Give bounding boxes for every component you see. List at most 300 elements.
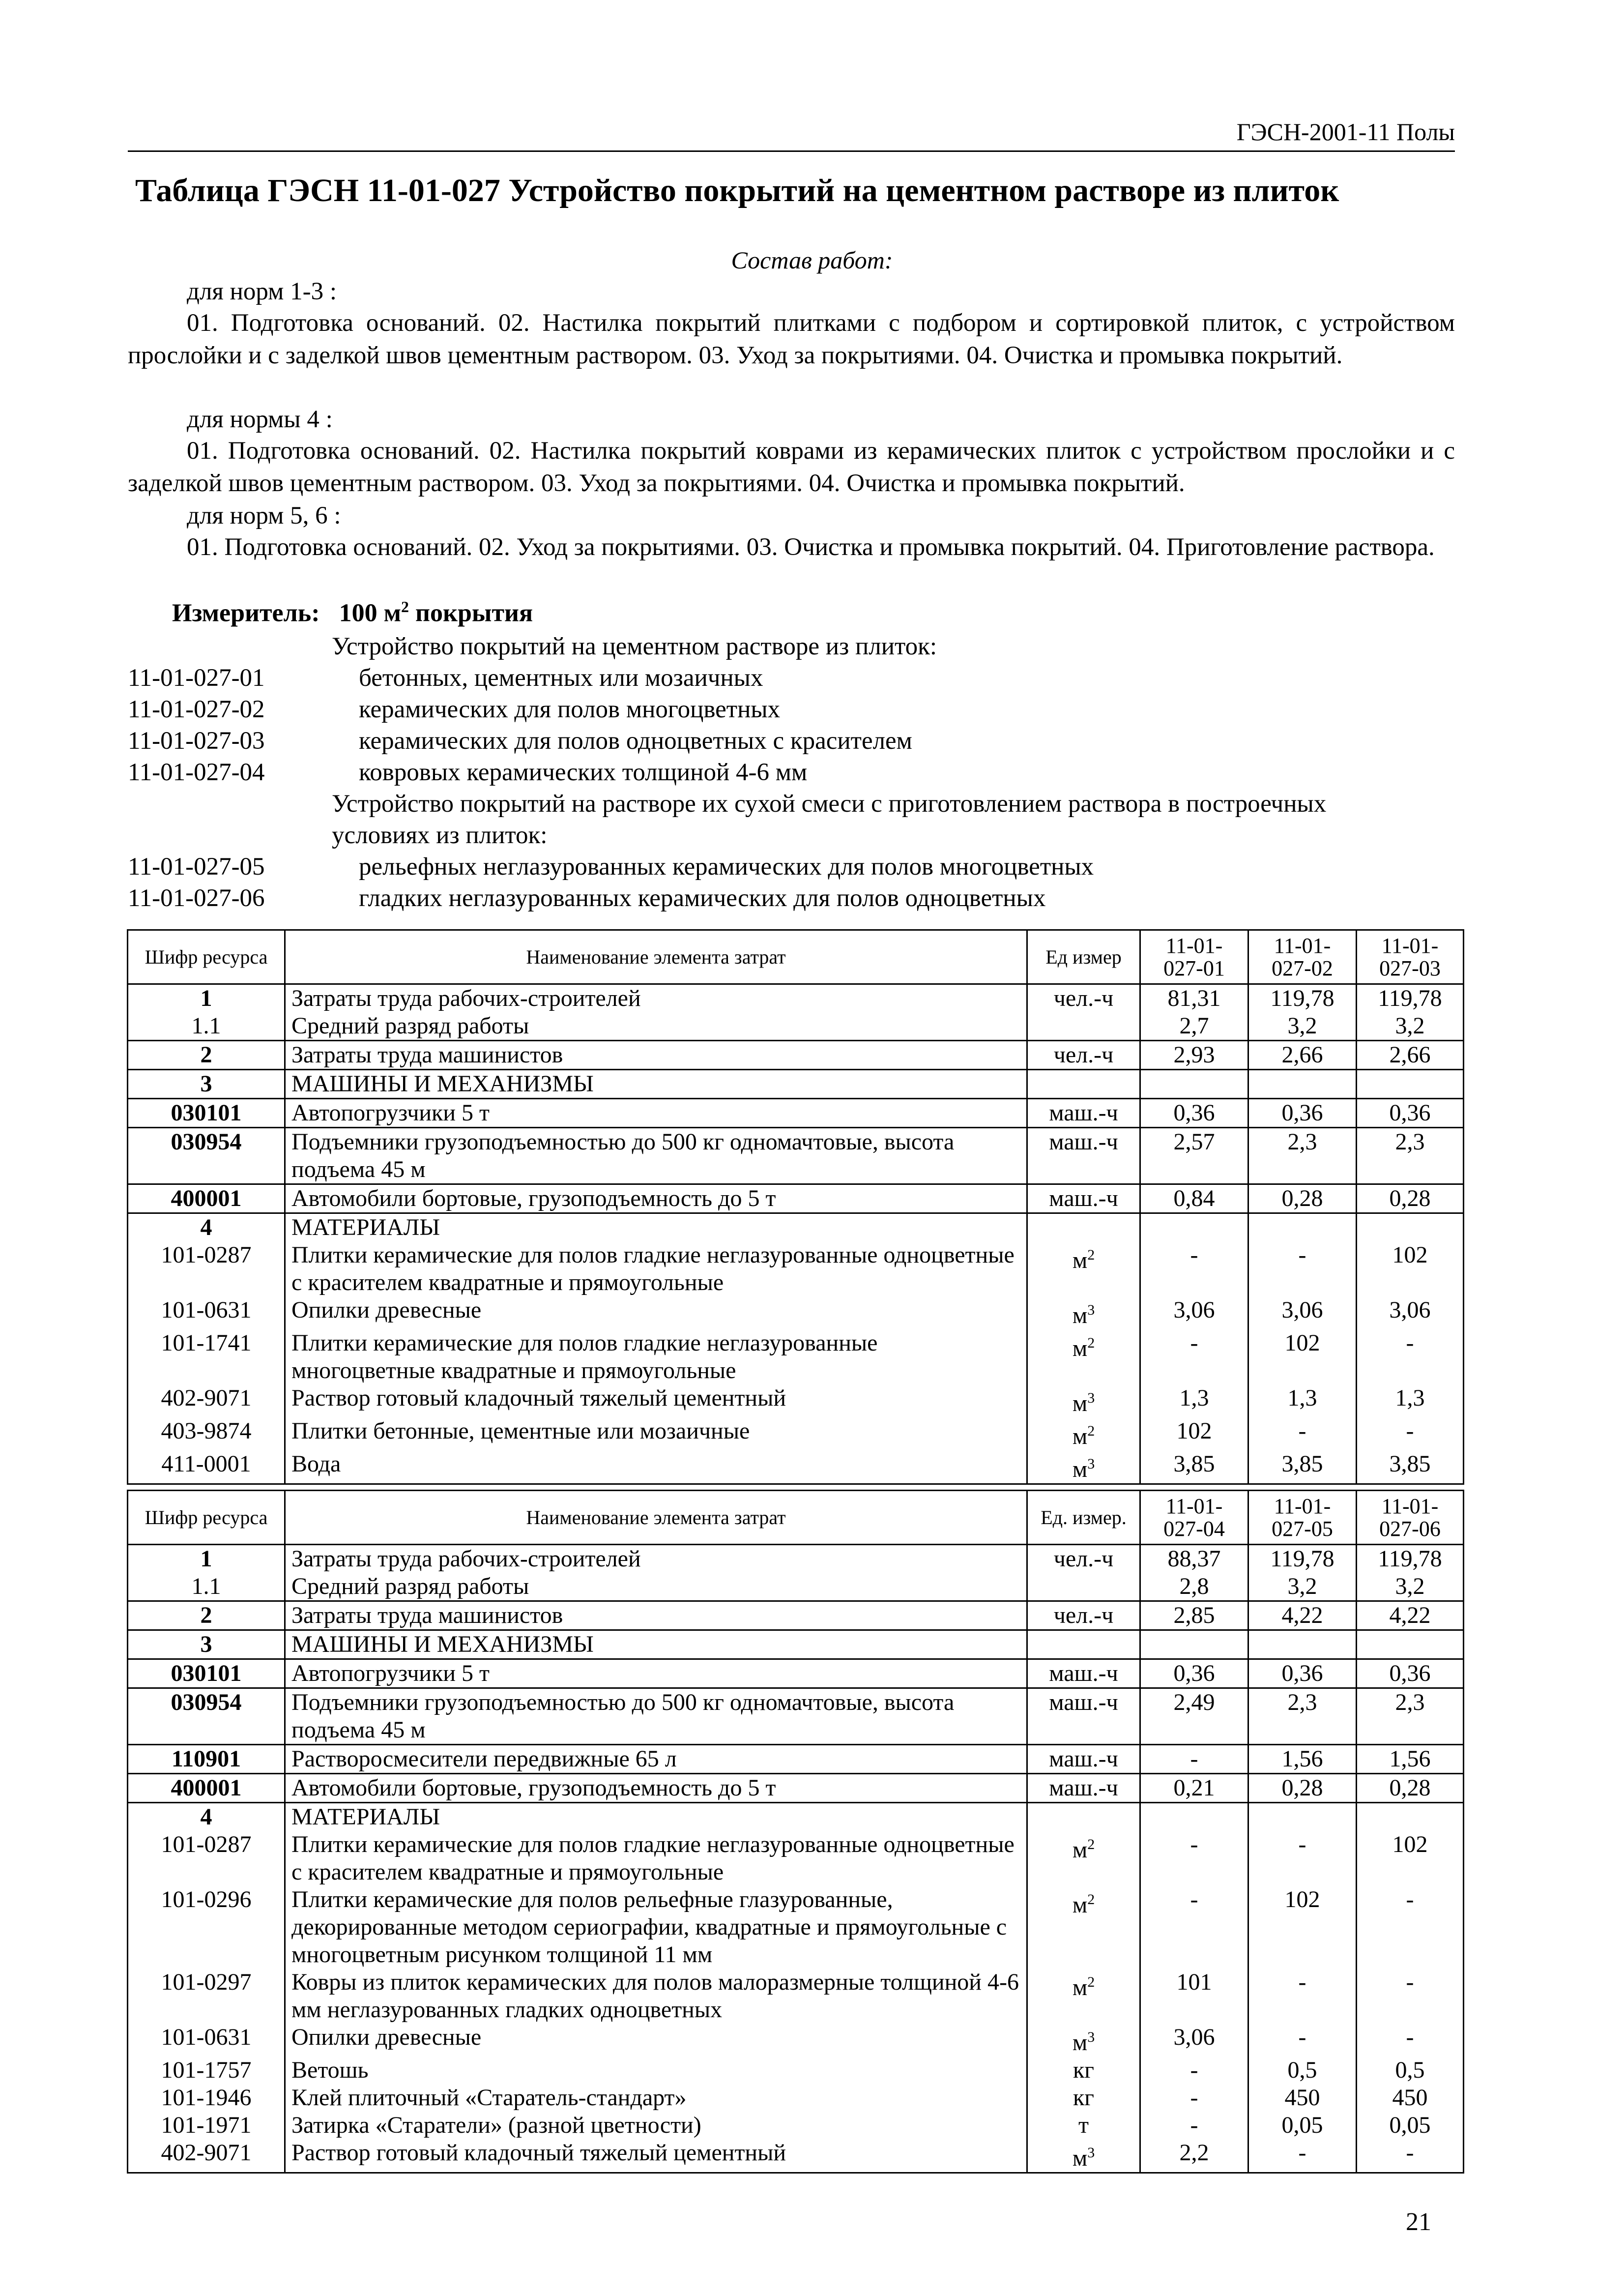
resource-unit <box>1027 2139 1140 2173</box>
resource-code: 101-0287 <box>128 1831 285 1886</box>
norm-group-2-heading-line1: Устройство покрытий на растворе их сухой смеси с приготовлением раствора в построечных <box>332 790 1327 818</box>
resource-code: 101-0297 <box>128 1969 285 2024</box>
norm-code: 11-01-027-05 <box>128 853 265 881</box>
norm-code: 11-01-027-04 <box>128 759 265 786</box>
table-row <box>128 1774 1464 1803</box>
resource-unit <box>1027 1803 1140 1831</box>
unit-power: 2 <box>1087 1247 1095 1263</box>
table-row <box>128 1886 1464 1969</box>
norm-code: 11-01-027-03 <box>128 727 265 755</box>
norm-value <box>1140 1803 1248 1831</box>
norm-value: 0,28 <box>1357 1774 1464 1803</box>
table-row <box>128 1573 1464 1601</box>
resource-unit <box>1027 2084 1140 2112</box>
norm-value <box>1248 1213 1357 1242</box>
table-row <box>128 1329 1464 1384</box>
col-header-name: Наименование элемента затрат <box>285 930 1027 984</box>
resource-code: 400001 <box>128 1184 285 1213</box>
resource-name: Ковры из плиток керамических для полов малоразмерные толщиной 4-6 мм неглазурованных гладких одноцветных <box>285 1969 1027 2024</box>
unit-text: м <box>1072 1247 1088 1273</box>
table-row <box>128 1969 1464 2024</box>
norm-value: 2,3 <box>1248 1688 1357 1745</box>
table-row <box>128 1745 1464 1774</box>
table-row <box>128 1241 1464 1296</box>
resource-name: Автопогрузчики 5 т <box>285 1659 1027 1688</box>
norm-value: 450 <box>1357 2084 1464 2112</box>
unit-text: м <box>1072 1456 1088 1482</box>
unit-text: маш.-ч <box>1049 1689 1118 1715</box>
resource-unit <box>1027 1630 1140 1659</box>
resource-unit <box>1027 1573 1140 1601</box>
norm-text: керамических для полов одноцветных с красителем <box>359 727 912 755</box>
unit-power: 2 <box>1087 1836 1095 1852</box>
resource-unit <box>1027 1417 1140 1450</box>
norm-value: 3,2 <box>1248 1012 1357 1041</box>
resource-name: Опилки древесные <box>285 1296 1027 1329</box>
norm-value: - <box>1140 2112 1248 2139</box>
resource-code: 101-1946 <box>128 2084 285 2112</box>
resource-name: МАТЕРИАЛЫ <box>285 1213 1027 1242</box>
resource-name: Плитки керамические для полов рельефные глазурованные, декорированные методом сериографии, квадратные и прямоугольные с многоцветным рисунком толщиной 11 мм <box>285 1886 1027 1969</box>
norm-value: 1,3 <box>1140 1384 1248 1417</box>
norm-value: - <box>1357 1969 1464 2024</box>
norm-value: 102 <box>1357 1831 1464 1886</box>
norm-value: 0,36 <box>1248 1099 1357 1128</box>
resource-name: Автопогрузчики 5 т <box>285 1099 1027 1128</box>
table-row <box>128 2057 1464 2084</box>
resource-code: 101-1971 <box>128 2112 285 2139</box>
norm-value: - <box>1140 1831 1248 1886</box>
norm-code: 11-01-027-02 <box>128 696 265 723</box>
unit-text: м <box>1072 1974 1088 2000</box>
norm-value: - <box>1248 1831 1357 1886</box>
resource-unit <box>1027 1041 1140 1070</box>
norm-value: 1,56 <box>1357 1745 1464 1774</box>
table-row <box>128 2139 1464 2173</box>
resource-code: 030954 <box>128 1128 285 1184</box>
norm-value: 4,22 <box>1248 1601 1357 1630</box>
norm-text: ковровых керамических толщиной 4-6 мм <box>359 759 808 786</box>
norm-value: - <box>1140 2057 1248 2084</box>
norm-value: 0,28 <box>1248 1184 1357 1213</box>
norm-value: 102 <box>1140 1417 1248 1450</box>
col-header-norm: 11-01-027-06 <box>1357 1491 1464 1545</box>
unit-power: 2 <box>1087 1423 1095 1439</box>
norm-value: - <box>1140 2084 1248 2112</box>
col-header-code: Шифр ресурса <box>128 930 285 984</box>
unit-text: м <box>1072 1837 1088 1863</box>
resource-unit <box>1027 2024 1140 2057</box>
resource-name: Плитки керамические для полов гладкие неглазурованные одноцветные с красителем квадратные и прямоугольные <box>285 1831 1027 1886</box>
table-row <box>128 1803 1464 1831</box>
norm-value: 4,22 <box>1357 1601 1464 1630</box>
norm-value: 0,28 <box>1248 1774 1357 1803</box>
norm-value: 3,06 <box>1357 1296 1464 1329</box>
resource-name: Средний разряд работы <box>285 1012 1027 1041</box>
table-row <box>128 1213 1464 1242</box>
norm-value: 1,56 <box>1248 1745 1357 1774</box>
norm-value: 2,7 <box>1140 1012 1248 1041</box>
work-label-5-6: для норм 5, 6 : <box>187 502 341 529</box>
unit-text: маш.-ч <box>1049 1129 1118 1155</box>
resource-code: 1.1 <box>128 1012 285 1041</box>
table-row <box>128 2084 1464 2112</box>
work-label-4: для нормы 4 : <box>187 406 333 433</box>
resource-unit <box>1027 984 1140 1013</box>
norm-value: 1,3 <box>1357 1384 1464 1417</box>
norm-value: 3,85 <box>1357 1450 1464 1484</box>
norm-value: 2,2 <box>1140 2139 1248 2173</box>
resource-code: 3 <box>128 1630 285 1659</box>
norm-value: - <box>1140 1329 1248 1384</box>
norm-value: - <box>1248 1241 1357 1296</box>
norm-value: - <box>1140 1241 1248 1296</box>
norm-value: 0,5 <box>1357 2057 1464 2084</box>
work-text-4: 01. Подготовка оснований. 02. Настилка покрытий коврами из керамических плиток с устройством прослойки и с заделкой швов цементным раствором. 03. Уход за покрытиями. 04. Очистка и промывка покрытий. <box>128 437 1455 497</box>
unit-power: 3 <box>1087 1390 1095 1406</box>
resource-unit <box>1027 1545 1140 1573</box>
norm-value: 2,66 <box>1357 1041 1464 1070</box>
resource-unit <box>1027 1745 1140 1774</box>
table-title: Таблица ГЭСН 11-01-027 Устройство покрытий на цементном растворе из плиток <box>135 173 1339 208</box>
norm-value: 81,31 <box>1140 984 1248 1013</box>
resource-unit <box>1027 1296 1140 1329</box>
unit-text: маш.-ч <box>1049 1746 1118 1772</box>
unit-text: м <box>1072 1892 1088 1918</box>
table-row <box>128 1070 1464 1099</box>
resource-name: Вода <box>285 1450 1027 1484</box>
table-row <box>128 1630 1464 1659</box>
resource-name: Опилки древесные <box>285 2024 1027 2057</box>
norm-value: 1,3 <box>1248 1384 1357 1417</box>
norm-value <box>1357 1213 1464 1242</box>
resource-code: 4 <box>128 1803 285 1831</box>
resource-code: 101-1741 <box>128 1329 285 1384</box>
work-text-1-3: 01. Подготовка оснований. 02. Настилка покрытий плитками с подбором и сортировкой плиток, с устройством прослойки и с заделкой швов цементным раствором. 03. Уход за покрытиями. 04. Очистка и промывка покрытий. <box>128 309 1455 369</box>
norm-value: 0,36 <box>1140 1659 1248 1688</box>
col-header-norm: 11-01-027-03 <box>1357 930 1464 984</box>
table-row <box>128 1384 1464 1417</box>
resource-unit <box>1027 1099 1140 1128</box>
unit-text: маш.-ч <box>1049 1185 1118 1211</box>
resource-code: 402-9071 <box>128 1384 285 1417</box>
norm-item <box>128 757 1455 788</box>
table-row <box>128 1688 1464 1745</box>
resource-code: 1 <box>128 984 285 1013</box>
measure-label: Измеритель: <box>172 599 320 627</box>
col-header-unit: Ед. измер. <box>1027 1491 1140 1545</box>
table-row <box>128 1831 1464 1886</box>
measure-power: 2 <box>401 598 409 616</box>
resource-name: Затраты труда машинистов <box>285 1041 1027 1070</box>
norm-value: 0,5 <box>1248 2057 1357 2084</box>
norm-value: 0,36 <box>1248 1659 1357 1688</box>
table-row <box>128 1128 1464 1184</box>
norm-value: 0,21 <box>1140 1774 1248 1803</box>
norm-value <box>1357 1070 1464 1099</box>
resource-name: Ветошь <box>285 2057 1027 2084</box>
norm-item <box>128 851 1455 882</box>
norm-value <box>1357 1630 1464 1659</box>
norm-group-2-heading-line2: условиях из плиток: <box>332 822 548 849</box>
col-header-norm: 11-01-027-04 <box>1140 1491 1248 1545</box>
table-row <box>128 1012 1464 1041</box>
resource-name: Автомобили бортовые, грузоподъемность до 5 т <box>285 1184 1027 1213</box>
unit-text: кг <box>1073 2057 1094 2083</box>
resource-code: 1 <box>128 1545 285 1573</box>
resource-unit <box>1027 1384 1140 1417</box>
resource-code: 030954 <box>128 1688 285 1745</box>
resource-unit <box>1027 1450 1140 1484</box>
table-row <box>128 984 1464 1013</box>
resource-name: Растворосмесители передвижные 65 л <box>285 1745 1027 1774</box>
unit-text: маш.-ч <box>1049 1660 1118 1686</box>
norm-value: - <box>1357 1417 1464 1450</box>
norm-value: - <box>1357 1886 1464 1969</box>
resource-unit <box>1027 1774 1140 1803</box>
norm-item <box>128 662 1455 694</box>
norm-value: 119,78 <box>1248 1545 1357 1573</box>
col-header-code: Шифр ресурса <box>128 1491 285 1545</box>
norm-value: 450 <box>1248 2084 1357 2112</box>
resource-code: 101-1757 <box>128 2057 285 2084</box>
table-row <box>128 1041 1464 1070</box>
resource-code: 2 <box>128 1041 285 1070</box>
norm-value: 3,85 <box>1140 1450 1248 1484</box>
norm-value: 0,84 <box>1140 1184 1248 1213</box>
resource-unit <box>1027 1213 1140 1242</box>
resource-unit <box>1027 1601 1140 1630</box>
norm-item <box>128 882 1455 914</box>
norm-text: гладких неглазурованных керамических для полов одноцветных <box>359 884 1046 912</box>
resource-name: МАШИНЫ И МЕХАНИЗМЫ <box>285 1630 1027 1659</box>
norm-value: 2,3 <box>1357 1128 1464 1184</box>
resource-code: 402-9071 <box>128 2139 285 2173</box>
unit-power: 3 <box>1087 2145 1095 2161</box>
unit-text: маш.-ч <box>1049 1775 1118 1801</box>
resource-unit <box>1027 1241 1140 1296</box>
table-row <box>128 1184 1464 1213</box>
resource-code: 403-9874 <box>128 1417 285 1450</box>
resource-unit <box>1027 1184 1140 1213</box>
work-composition-heading: Состав работ: <box>731 246 893 274</box>
resource-unit <box>1027 1329 1140 1384</box>
unit-text: чел.-ч <box>1053 985 1114 1011</box>
norm-value: 3,2 <box>1357 1012 1464 1041</box>
resource-name: Плитки керамические для полов гладкие неглазурованные одноцветные с красителем квадратные и прямоугольные <box>285 1241 1027 1296</box>
resource-code: 1.1 <box>128 1573 285 1601</box>
norm-value: - <box>1140 1886 1248 1969</box>
norm-value <box>1248 1070 1357 1099</box>
resource-name: Автомобили бортовые, грузоподъемность до 5 т <box>285 1774 1027 1803</box>
resource-name: Подъемники грузоподъемностью до 500 кг одномачтовые, высота подъема 45 м <box>285 1688 1027 1745</box>
running-header: ГЭСН-2001-11 Полы <box>128 117 1455 152</box>
unit-power: 2 <box>1087 1335 1095 1351</box>
norm-value: - <box>1357 2139 1464 2173</box>
norm-value: - <box>1357 1329 1464 1384</box>
norm-value: 0,05 <box>1357 2112 1464 2139</box>
resource-code: 400001 <box>128 1774 285 1803</box>
resource-unit <box>1027 1128 1140 1184</box>
resource-unit <box>1027 1688 1140 1745</box>
resource-name: Затраты труда рабочих-строителей <box>285 1545 1027 1573</box>
resource-table-2 <box>127 1490 1464 2174</box>
norm-value <box>1140 1213 1248 1242</box>
resource-name: Плитки бетонные, цементные или мозаичные <box>285 1417 1027 1450</box>
norm-value <box>1140 1070 1248 1099</box>
norm-value: 3,06 <box>1140 1296 1248 1329</box>
norm-text: керамических для полов многоцветных <box>359 696 781 723</box>
unit-power: 3 <box>1087 1456 1095 1472</box>
norm-value: 0,36 <box>1140 1099 1248 1128</box>
unit-text: чел.-ч <box>1053 1602 1114 1628</box>
norm-item <box>128 694 1455 725</box>
unit-power: 3 <box>1087 1302 1095 1318</box>
table-row <box>128 1545 1464 1573</box>
norm-value: 88,37 <box>1140 1545 1248 1573</box>
norm-value <box>1248 1630 1357 1659</box>
table-row <box>128 1450 1464 1484</box>
norm-value: 2,57 <box>1140 1128 1248 1184</box>
table-row <box>128 1417 1464 1450</box>
measure-suffix: покрытия <box>409 599 533 627</box>
unit-text: м <box>1072 1302 1088 1328</box>
norm-value <box>1140 1630 1248 1659</box>
col-header-norm: 11-01-027-02 <box>1248 930 1357 984</box>
resource-code: 411-0001 <box>128 1450 285 1484</box>
norm-value: 0,28 <box>1357 1184 1464 1213</box>
norm-value: 119,78 <box>1248 984 1357 1013</box>
table-row <box>128 2112 1464 2139</box>
norm-value: - <box>1248 1417 1357 1450</box>
unit-text: м <box>1072 1390 1088 1416</box>
resource-name: Плитки керамические для полов гладкие неглазурованные многоцветные квадратные и прямоугольные <box>285 1329 1027 1384</box>
resource-code: 101-0631 <box>128 1296 285 1329</box>
resource-unit <box>1027 1012 1140 1041</box>
measure-unit <box>172 598 533 627</box>
resource-unit <box>1027 2057 1140 2084</box>
norm-value: 0,36 <box>1357 1659 1464 1688</box>
norm-value: 3,85 <box>1248 1450 1357 1484</box>
norm-value: 3,2 <box>1248 1573 1357 1601</box>
resource-unit <box>1027 1070 1140 1099</box>
norm-value: 102 <box>1248 1886 1357 1969</box>
norm-value: 2,8 <box>1140 1573 1248 1601</box>
norm-value: 0,05 <box>1248 2112 1357 2139</box>
unit-text: т <box>1078 2112 1089 2138</box>
norm-value: 2,66 <box>1248 1041 1357 1070</box>
resource-name: Затраты труда рабочих-строителей <box>285 984 1027 1013</box>
norm-value: 3,2 <box>1357 1573 1464 1601</box>
resource-name: Средний разряд работы <box>285 1573 1027 1601</box>
resource-code: 101-0296 <box>128 1886 285 1969</box>
norm-value: - <box>1357 2024 1464 2057</box>
unit-text: м <box>1072 2145 1088 2171</box>
norm-value: 0,36 <box>1357 1099 1464 1128</box>
unit-text: чел.-ч <box>1053 1042 1114 1068</box>
work-label-1-3: для норм 1-3 : <box>187 278 337 305</box>
unit-power: 2 <box>1087 1891 1095 1908</box>
col-header-name: Наименование элемента затрат <box>285 1491 1027 1545</box>
col-header-norm: 11-01-027-01 <box>1140 930 1248 984</box>
col-header-unit: Ед измер <box>1027 930 1140 984</box>
unit-text: чел.-ч <box>1053 1546 1114 1572</box>
resource-name: Клей плиточный «Старатель-стандарт» <box>285 2084 1027 2112</box>
norm-value: 102 <box>1248 1329 1357 1384</box>
norm-code: 11-01-027-01 <box>128 664 265 692</box>
norm-value: 101 <box>1140 1969 1248 2024</box>
norm-value: - <box>1248 1969 1357 2024</box>
table-row <box>128 1659 1464 1688</box>
table-row <box>128 2024 1464 2057</box>
norm-value: 2,93 <box>1140 1041 1248 1070</box>
resource-code: 4 <box>128 1213 285 1242</box>
resource-unit <box>1027 2112 1140 2139</box>
norm-text: бетонных, цементных или мозаичных <box>359 664 763 692</box>
norm-item <box>128 725 1455 757</box>
norm-value: 3,06 <box>1140 2024 1248 2057</box>
norm-value: 119,78 <box>1357 1545 1464 1573</box>
resource-name: Подъемники грузоподъемностью до 500 кг одномачтовые, высота подъема 45 м <box>285 1128 1027 1184</box>
resource-unit <box>1027 1831 1140 1886</box>
unit-power: 3 <box>1087 2029 1095 2045</box>
resource-name: Раствор готовый кладочный тяжелый цементный <box>285 1384 1027 1417</box>
unit-power: 2 <box>1087 1974 1095 1990</box>
resource-name: Раствор готовый кладочный тяжелый цементный <box>285 2139 1027 2173</box>
table-row <box>128 1601 1464 1630</box>
resource-name: МАТЕРИАЛЫ <box>285 1803 1027 1831</box>
norm-value: - <box>1248 2139 1357 2173</box>
norm-value: 2,49 <box>1140 1688 1248 1745</box>
unit-text: м <box>1072 2029 1088 2056</box>
norm-value: 2,3 <box>1357 1688 1464 1745</box>
resource-code: 3 <box>128 1070 285 1099</box>
norm-code: 11-01-027-06 <box>128 884 265 912</box>
table-row <box>128 1099 1464 1128</box>
norm-value: 102 <box>1357 1241 1464 1296</box>
work-text-5-6: 01. Подготовка оснований. 02. Уход за покрытиями. 03. Очистка и промывка покрытий. 04. Приготовление раствора. <box>187 533 1435 561</box>
norm-value <box>1248 1803 1357 1831</box>
norm-value: 119,78 <box>1357 984 1464 1013</box>
norm-text: рельефных неглазурованных керамических для полов многоцветных <box>359 853 1094 881</box>
page-number: 21 <box>1406 2208 1431 2236</box>
resource-code: 101-0631 <box>128 2024 285 2057</box>
unit-text: м <box>1072 1335 1088 1361</box>
resource-unit <box>1027 1659 1140 1688</box>
table-row <box>128 1296 1464 1329</box>
resource-code: 110901 <box>128 1745 285 1774</box>
norm-value: 3,06 <box>1248 1296 1357 1329</box>
resource-unit <box>1027 1886 1140 1969</box>
measure-value: 100 м <box>339 599 402 627</box>
norm-value: 2,3 <box>1248 1128 1357 1184</box>
unit-text: маш.-ч <box>1049 1100 1118 1126</box>
resource-name: МАШИНЫ И МЕХАНИЗМЫ <box>285 1070 1027 1099</box>
unit-text: кг <box>1073 2085 1094 2111</box>
norm-group-1-heading: Устройство покрытий на цементном растворе из плиток: <box>332 633 937 660</box>
resource-code: 030101 <box>128 1099 285 1128</box>
norm-value: - <box>1140 1745 1248 1774</box>
norm-value: 2,85 <box>1140 1601 1248 1630</box>
resource-name: Затирка «Старатели» (разной цветности) <box>285 2112 1027 2139</box>
unit-text: м <box>1072 1423 1088 1449</box>
resource-code: 101-0287 <box>128 1241 285 1296</box>
norm-value: - <box>1248 2024 1357 2057</box>
norm-value <box>1357 1803 1464 1831</box>
resource-unit <box>1027 1969 1140 2024</box>
col-header-norm: 11-01-027-05 <box>1248 1491 1357 1545</box>
resource-table-1 <box>127 929 1464 1485</box>
